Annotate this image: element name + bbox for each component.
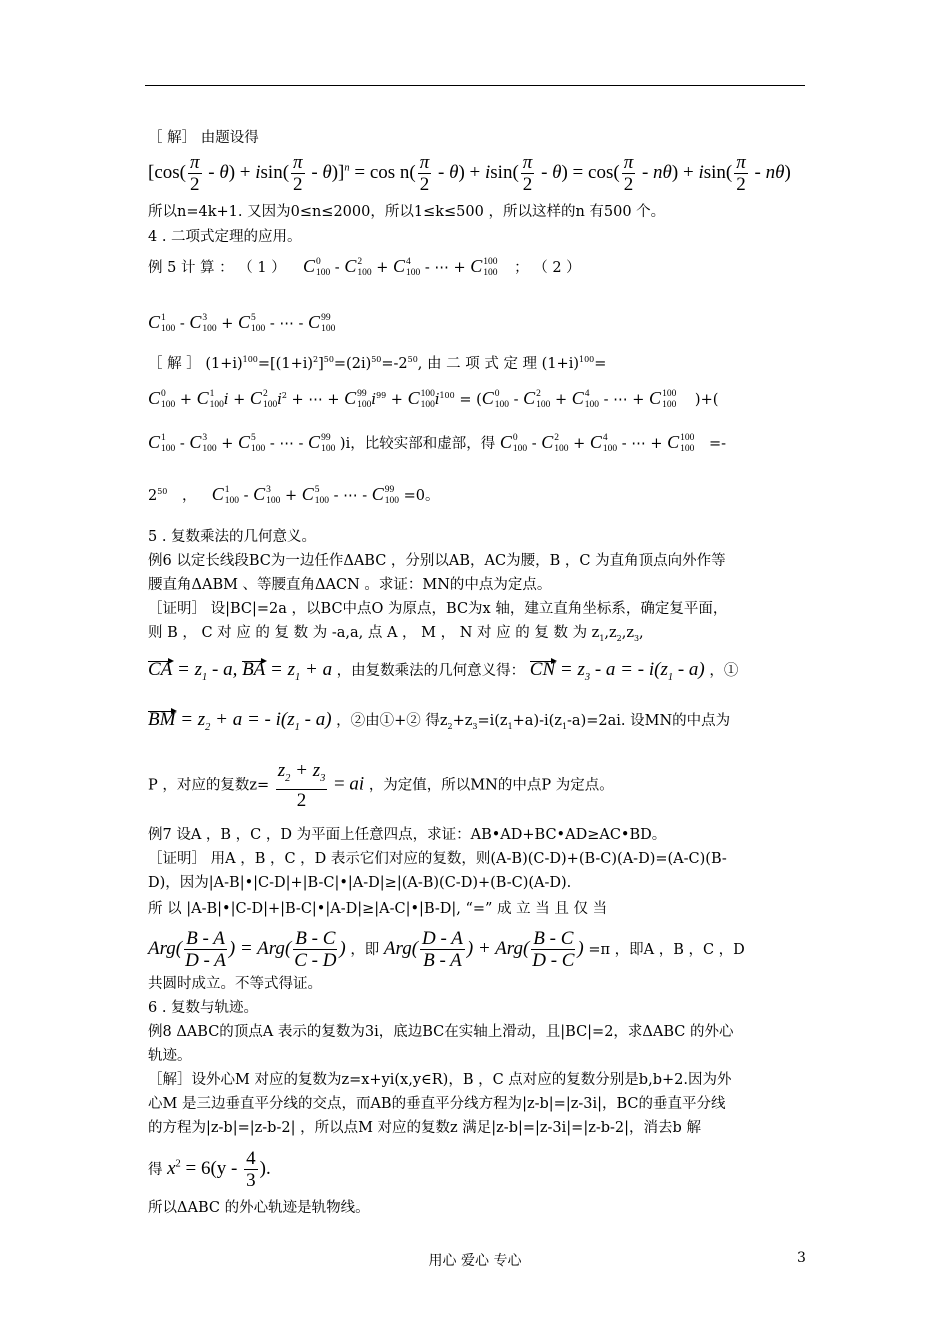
- proof-7-line1: ［证明］ 用A ，B ，C ，D 表示它们对应的复数，则(A-B)(C-D)+(B-C)(A-D)=(A-C)(B-: [148, 851, 727, 867]
- page-footer: 用心 爱心 专心: [428, 1253, 522, 1269]
- example-6-line1: 例6 以定长线段BC为一边任作ΔABC ，分别以AB，AC为腰，B ，C 为直角顶点向外作等: [148, 553, 726, 569]
- proof-7-line3: 所 以 |A-B|•|C-D|+|B-C|•|A-D|≥|A-C|•|B-D|, “=” 成 立 当 且 仅 当: [148, 901, 608, 917]
- solution-5-compare: C 1 100 - C 3 100 + C 5 100 - ⋯ - C 99 100 )i，比较实部和虚部，得 C 0 100 - C 2 100 + C 4 100 - ⋯ + C 100 100 =-: [148, 432, 727, 454]
- conclusion-line: 所以n=4k+1. 又因为0≤n≤2000，所以1≤k≤500 ，所以这样的n 有500 个。: [148, 204, 666, 220]
- solution-8-line3: 的方程为|z-b|=|z-b-2| ，所以点M 对应的复数z 满足|z-b|=|z-3i|=|z-b-2|，消去b 解: [148, 1120, 701, 1136]
- proof-6-bm: BM = $z_2 + a$ = - $i(z_1 - a)$ ，②由①+② 得$z_2+z_3=i(z_1+a)-i(z_1-a)=2ai$. 设MN的中点为: [148, 709, 731, 733]
- solution-heading: ［ 解］ 由题设得: [148, 130, 259, 146]
- proof-6-line1: ［证明］ 设|BC|=2a ，以BC中点O 为原点，BC为x 轴，建立直角坐标系，确定复平面，: [148, 601, 728, 617]
- section-5-heading: 5 . 复数乘法的几何意义。: [148, 529, 317, 545]
- solution-8-conclusion: 所以ΔABC 的外心轨迹是轨物线。: [148, 1200, 370, 1216]
- proof-6-vectors: CA = $z_1$ - a, BA = $z_1 + a$ ，由复数乘法的几何意义得： CN = $z_3$ - a = - $i(z_1 - a)$ ，①: [148, 659, 739, 683]
- solution-5-line1: ［ 解 ］ $(1+i)^{100}=[(1+i)^2]^{50}=(2i)^{50}=-2^{50}$, 由 二 项 式 定 理 $(1+i)^{100}=$: [148, 355, 607, 372]
- example-5-line: 例 5 计 算 ： （ 1 ） C 0 100 - C 2 100 + C 4 100 - ⋯ + C 100 100 ； （ 2 ）: [148, 256, 581, 278]
- header-rule: [145, 85, 805, 86]
- solution-5-result: $2^{50}$ ， C 1 100 - C 3 100 + C 5 100 - ⋯ - C 99 100 =0。: [148, 483, 440, 506]
- solution-8-line1: ［解］设外心M 对应的复数为z=x+yi(x,y∈R)，B ，C 点对应的复数分别是b,b+2.因为外: [148, 1072, 732, 1088]
- proof-7-arg-condition: Arg( $\frac{B - A}{D - A}$ ) = Arg( $\frac{B - C}{C - D}$ ) ，即 Arg( $\frac{D - A}{B - A}$ ) + Arg( $\frac{B - C}{D - C}$ ) =π ，即A ，B ，C ，D: [148, 928, 745, 971]
- solution-8-equation: 得 $x^2 = 6(y$ - $\frac{4}{3}$ ).: [148, 1148, 271, 1191]
- solution-8-line2: 心M 是三边垂直平分线的交点，而AB的垂直平分线方程为|z-b|=|z-3i|，BC的垂直平分线: [148, 1096, 726, 1112]
- proof-6-midpoint: P ，对应的复数z= $\frac{z_2 + z_3}{2}$ = ai ，为定值，所以MN的中点P 为定点。: [148, 760, 614, 811]
- example-8-line1: 例8 ΔABC的顶点A 表示的复数为3i，底边BC在实轴上滑动，且|BC|=2，求ΔABC 的外心: [148, 1024, 734, 1040]
- proof-7-line2: D)，因为|A-B|•|C-D|+|B-C|•|A-D|≥|(A-B)(C-D)+(B-C)(A-D).: [148, 875, 572, 891]
- proof-6-line2: 则 B ， C 对 应 的 复 数 为 -a,a, 点 A ， M ， N 对 应 的 复 数 为 $z_1,z_2,z_3$,: [148, 625, 644, 643]
- section-4-heading: 4 . 二项式定理的应用。: [148, 229, 302, 245]
- example-8-line2: 轨迹。: [148, 1048, 192, 1064]
- proof-7-end: 共圆时成立。不等式得证。: [148, 976, 322, 992]
- example-6-line2: 腰直角ΔABM 、等腰直角ΔACN 。求证：MN的中点为定点。: [148, 577, 552, 593]
- formula-de-moivre: [cos( $\frac{\pi}{2}$ - θ) + isin( $\frac{\pi}{2}$ - θ)]$^n$ = cos n( $\frac{\pi}{2}$ - θ) + isin( $\frac{\pi}{2}$ - θ) = cos( $\frac{\pi}{2}$ - nθ) + isin( $\frac{\pi}{2}$ - nθ): [148, 152, 791, 195]
- solution-5-expansion: C 0 100 + C 1 100 i + C 2 100 $i^2$ + ⋯ + C 99 100 $i^{99} + C$ 100 100 $i^{100} = (C$ 0 100 - C 2 100 + C 4 100 - ⋯ + C 100 100 )+(: [148, 387, 719, 410]
- example-5-part2: C 1 100 - C 3 100 + C 5 100 - ⋯ - C 99 100: [148, 312, 336, 334]
- section-6-heading: 6 . 复数与轨迹。: [148, 1000, 259, 1016]
- page-number: 3: [797, 1250, 806, 1266]
- example-7-line: 例7 设A ，B ，C ，D 为平面上任意四点，求证：AB•AD+BC•AD≥AC•BD。: [148, 827, 667, 843]
